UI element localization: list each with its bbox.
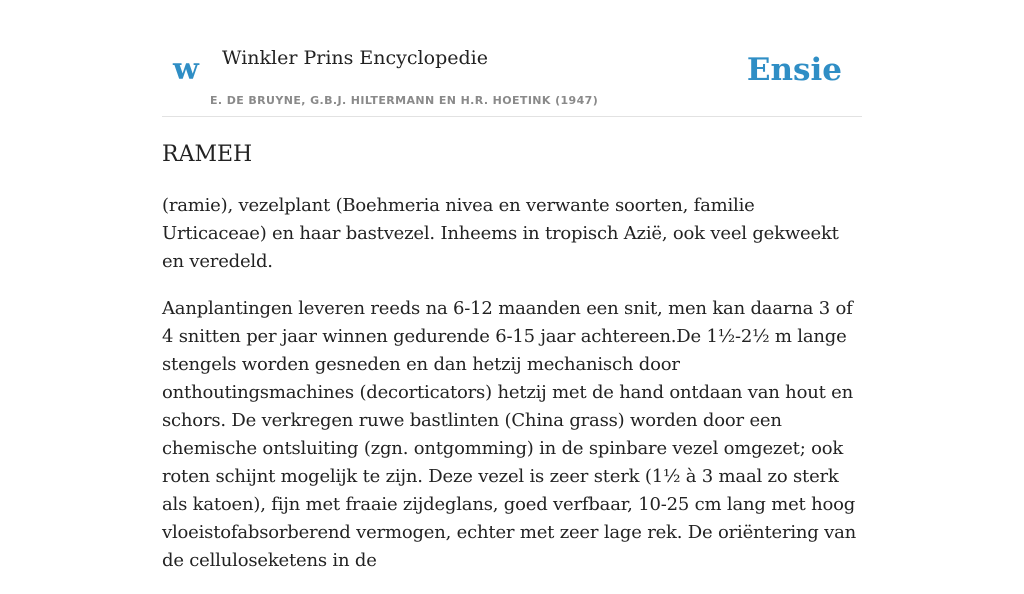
article-term: RAMEH xyxy=(162,142,253,167)
source-authors: E. DE BRUYNE, G.B.J. HILTERMANN EN H.R. HOETINK (1947) xyxy=(210,94,599,107)
article-container xyxy=(162,0,862,571)
article-body xyxy=(162,192,862,594)
ensie-logo[interactable]: Ensie xyxy=(746,52,842,88)
source-title[interactable]: Winkler Prins Encyclopedie xyxy=(222,47,488,69)
article-paragraph-definition: (ramie), vezelplant (Boehmeria nivea en verwante soorten, familie Urticaceae) en haar bastvezel. Inheems in tropisch Azië, ook veel gekweekt en veredeld. xyxy=(162,195,839,272)
winkler-prins-logo[interactable]: w xyxy=(173,52,199,87)
article-paragraph-description: Aanplantingen leveren reeds na 6-12 maanden een snit, men kan daarna 3 of 4 snitten per jaar winnen gedurende 6-15 jaar achtereen.De 1½-2½ m lange stengels worden gesneden en dan hetzij mechanisch door onthoutingsmachines (decorticators) hetzij met de hand ontdaan van hout en schors. De verkregen ruwe bastlinten (China grass) worden door een chemische ontsluiting (zgn. ontgomming) in de spinbare vezel omgezet; ook roten schijnt mogelijk te zijn. Deze vezel is zeer sterk (1½ à 3 maal zo sterk als katoen), fijn met fraaie zijdeglans, goed verfbaar, 10-25 cm lang met hoog vloeistofabsorberend vermogen, echter met zeer lage rek. De oriëntering van de celluloseketens in de xyxy=(162,298,857,571)
source-header xyxy=(162,0,862,117)
